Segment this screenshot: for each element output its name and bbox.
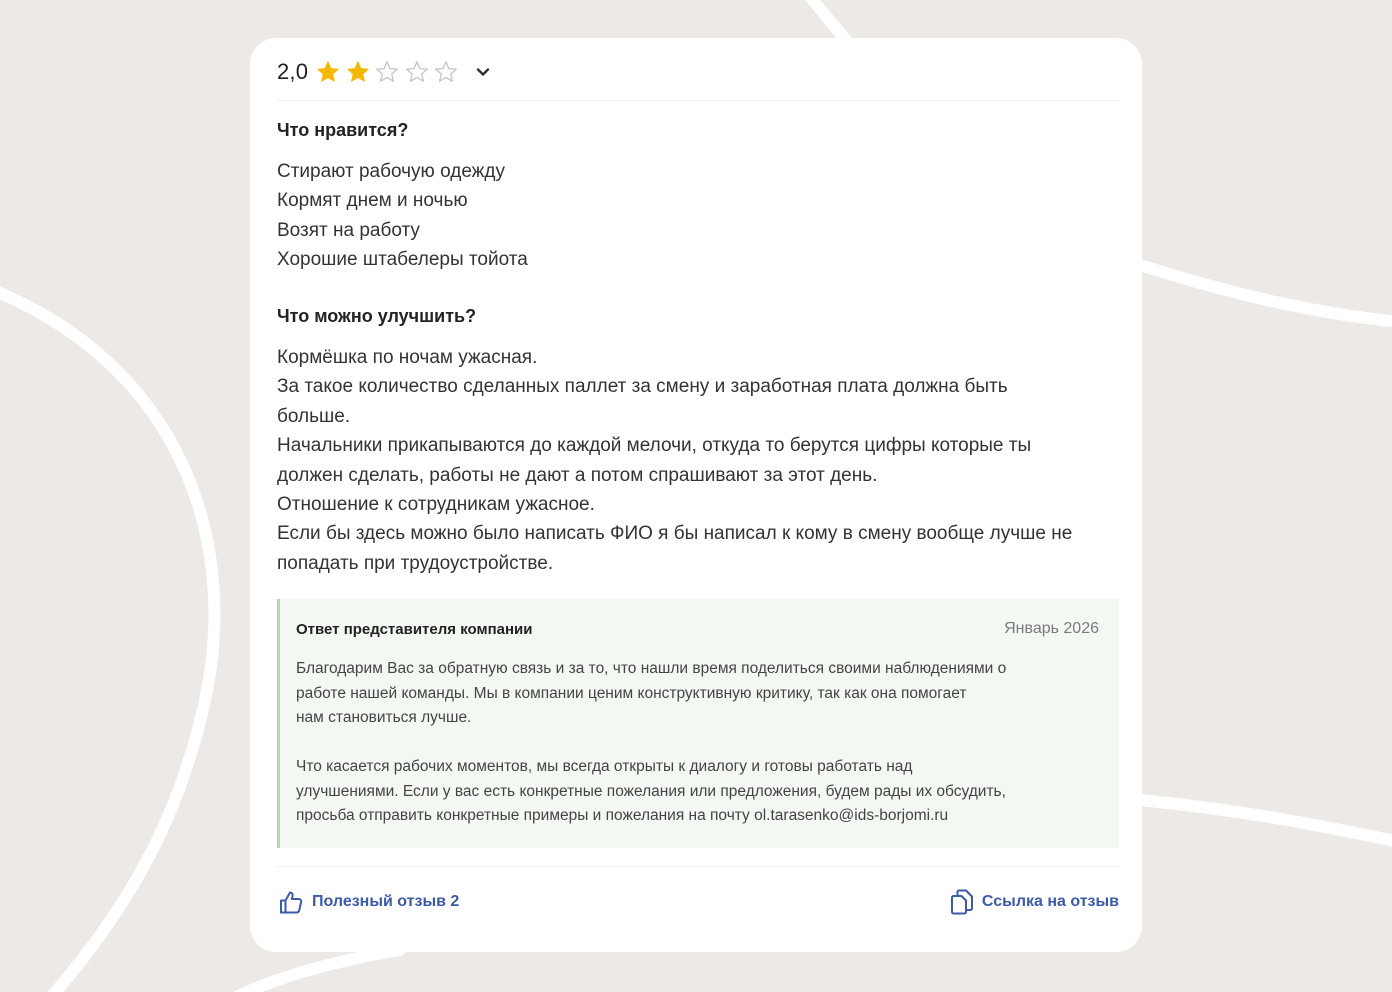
review-link-button[interactable]	[950, 889, 1119, 915]
star-filled-icon	[346, 60, 370, 84]
likes-line: Стирают рабочую одежду	[277, 161, 505, 182]
rating-row	[277, 58, 492, 86]
reply-date: Январь 2026	[1004, 620, 1099, 637]
star-filled-icon	[316, 60, 340, 84]
improve-line: Кормёшка по ночам ужасная.	[277, 347, 538, 368]
likes-line: Хорошие штабелеры тойота	[277, 249, 528, 271]
star-empty-icon	[375, 60, 399, 84]
star-empty-icon	[405, 60, 429, 84]
reply-line: Благодарим Вас за обратную связь и за то, что нашли время поделиться своими наблюдениями о	[296, 660, 1007, 677]
reply-title: Ответ представителя компании	[296, 621, 533, 638]
star-empty-icon	[434, 60, 458, 84]
divider	[277, 100, 1119, 101]
copy-link-icon	[950, 889, 974, 915]
chevron-down-icon[interactable]	[474, 63, 492, 81]
thumbs-up-icon	[278, 889, 304, 915]
improve-line: Начальники прикапываются до каждой мелочи, откуда то берутся цифры которые ты	[277, 435, 1032, 457]
improve-line: За такое количество сделанных паллет за смену и заработная плата должна быть	[277, 376, 1008, 398]
reply-line: Что касается рабочих моментов, мы всегда открыты к диалогу и готовы работать над	[296, 758, 913, 775]
reply-line: просьба отправить конкретные примеры и пожелания на почту ol.tarasenko@ids-borjomi.ru	[296, 807, 949, 824]
company-reply	[277, 599, 1119, 848]
helpful-label: Полезный отзыв 2	[312, 893, 460, 910]
improve-line: должен сделать, работы не дают а потом спрашивают за этот день.	[277, 464, 878, 486]
rating-value: 2,0	[277, 59, 309, 84]
reply-paragraph	[296, 755, 1106, 829]
improve-text	[277, 343, 1122, 578]
improve-line: Если бы здесь можно было написать ФИО я бы написал к кому в смену вообще лучше не	[277, 523, 1073, 545]
reply-paragraph	[296, 657, 1106, 731]
likes-line: Возят на работу	[277, 219, 420, 241]
improve-title: Что можно улучшить?	[277, 306, 477, 326]
improve-line: попадать при трудоустройстве.	[277, 552, 554, 574]
divider	[277, 866, 1119, 867]
likes-text	[277, 157, 1122, 275]
likes-title: Что нравится?	[277, 120, 409, 140]
review-link-label: Ссылка на отзыв	[981, 893, 1119, 910]
reply-line: работе нашей команды. Мы в компании ценим конструктивную критику, так как она помогает	[296, 684, 967, 702]
improve-line: Отношение к сотрудникам ужасное.	[277, 494, 595, 516]
improve-line: больше.	[277, 405, 351, 427]
helpful-button[interactable]	[278, 889, 459, 915]
reply-line: нам становиться лучше.	[296, 709, 472, 726]
likes-line: Кормят днем и ночью	[277, 190, 468, 212]
review-card	[250, 38, 1142, 952]
rating-stars	[316, 60, 464, 84]
reply-line: улучшениями. Если у вас есть конкретные пожелания или предложения, будем рады их обсудить,	[296, 782, 1006, 800]
